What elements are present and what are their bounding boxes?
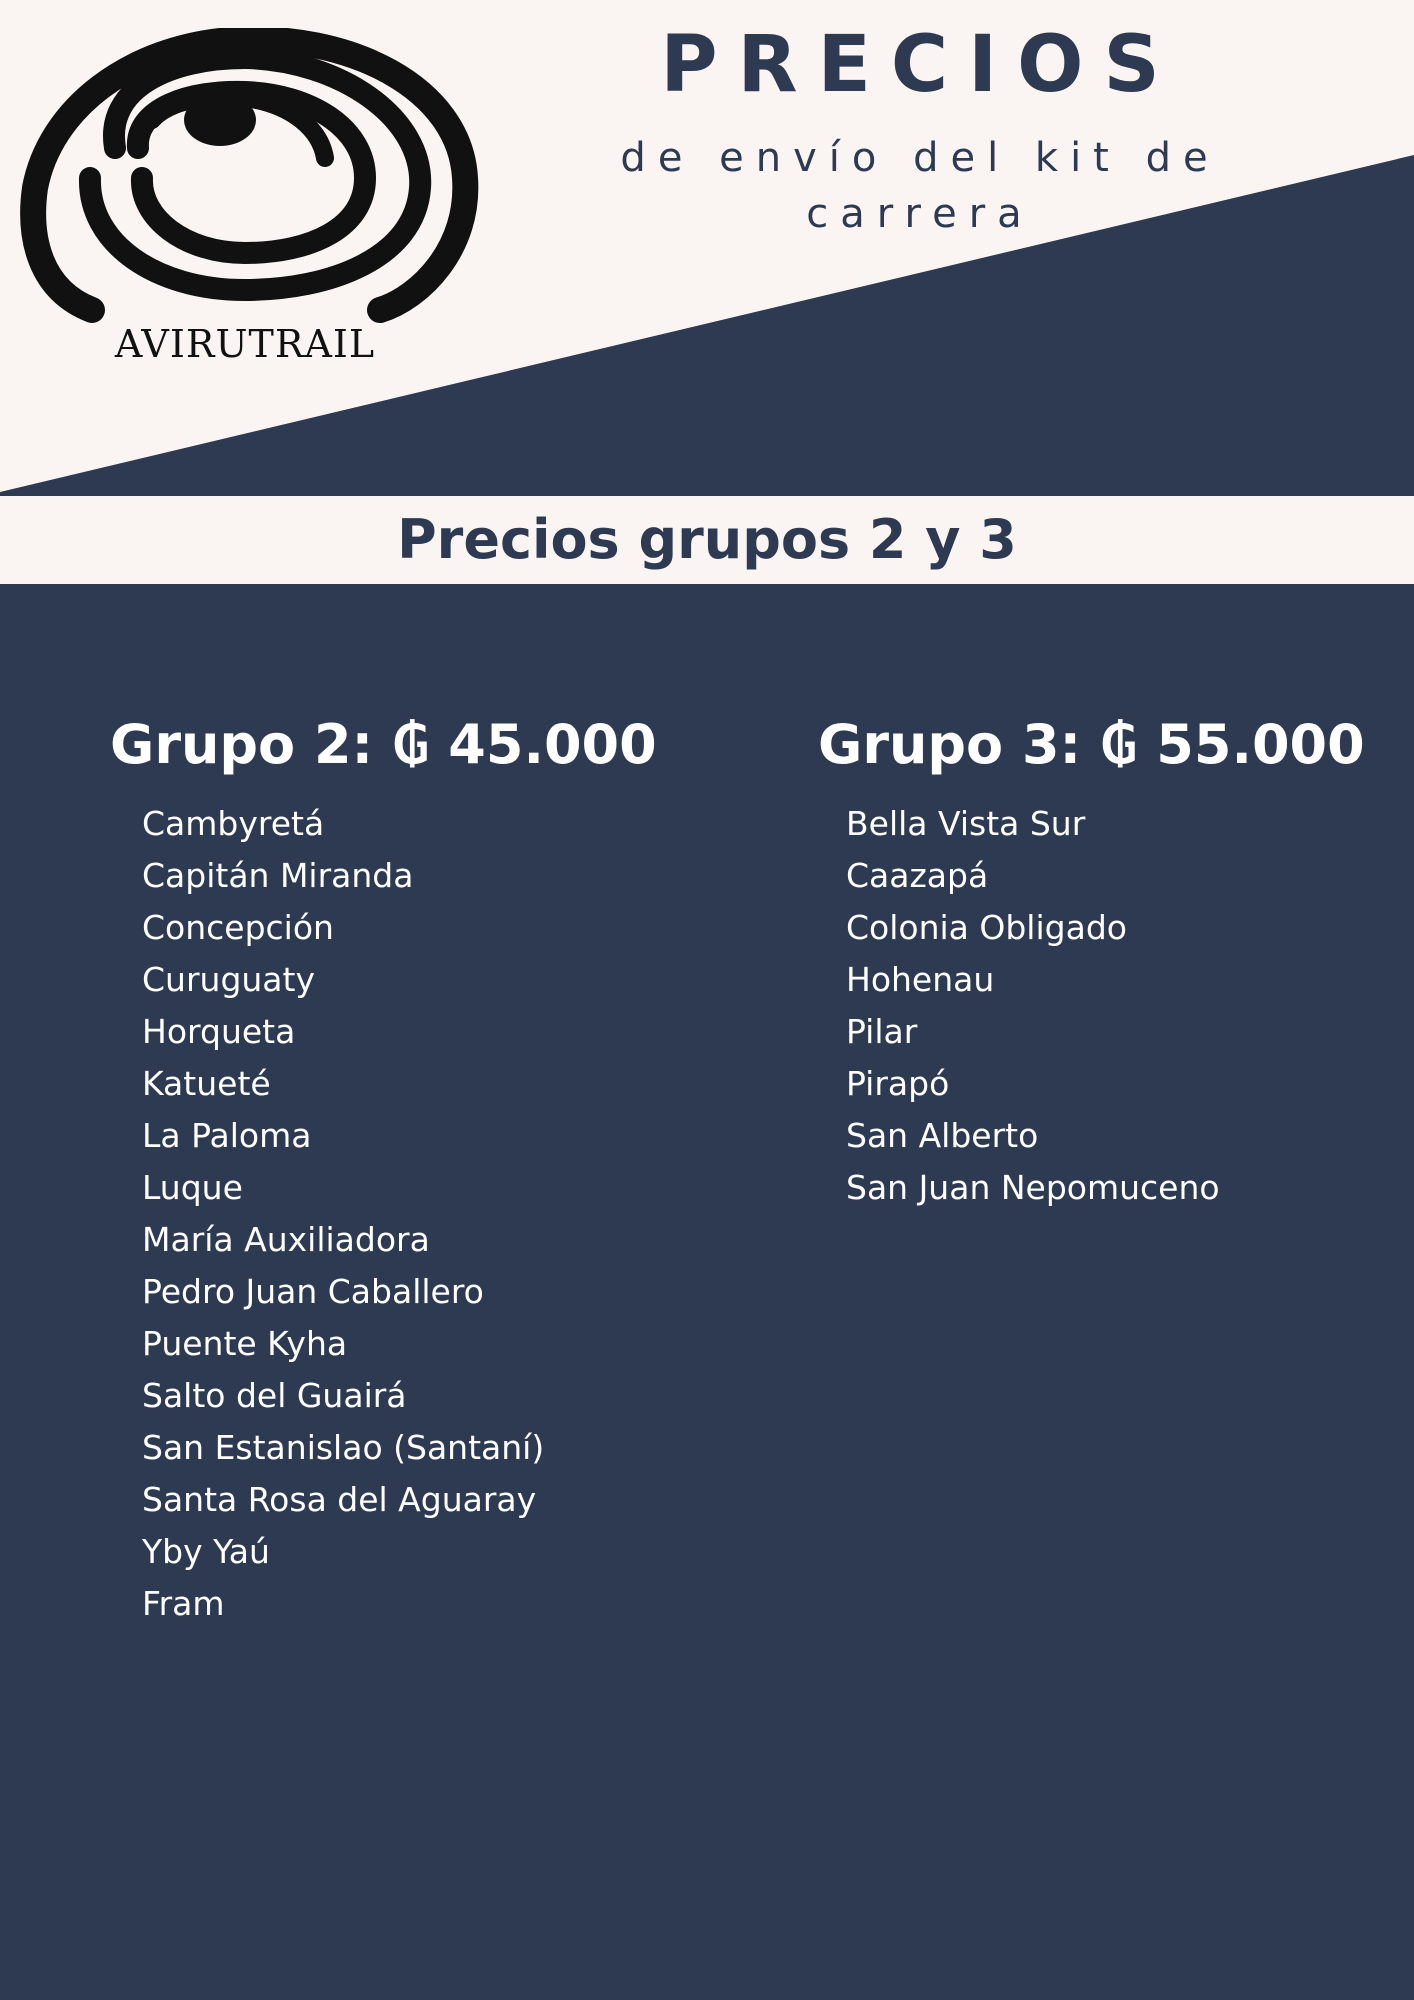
- list-item: Colonia Obligado: [846, 908, 1127, 947]
- list-item: Pirapó: [846, 1064, 950, 1103]
- page-subtitle: de envío del kit de carrera: [620, 135, 1220, 237]
- list-item: Yby Yaú: [142, 1532, 270, 1571]
- group-3-label: Grupo 3:: [818, 713, 1082, 776]
- group-3-column: [818, 700, 1378, 1214]
- list-item: Hohenau: [846, 960, 995, 999]
- list-item: Cambyretá: [142, 804, 325, 843]
- section-title: Precios grupos 2 y 3: [397, 508, 1017, 571]
- list-item: Pilar: [846, 1012, 918, 1051]
- page-title: PRECIOS: [660, 20, 1180, 110]
- list-item: Santa Rosa del Aguaray: [142, 1480, 537, 1519]
- section-banner: [0, 496, 1414, 584]
- list-item: San Alberto: [846, 1116, 1039, 1155]
- list-item: Luque: [142, 1168, 243, 1207]
- list-item: Caazapá: [846, 856, 989, 895]
- list-item: Capitán Miranda: [142, 856, 414, 895]
- list-item: Horqueta: [142, 1012, 296, 1051]
- list-item: Puente Kyha: [142, 1324, 348, 1363]
- group-2-location-list: [142, 798, 670, 1630]
- list-item: Katueté: [142, 1064, 271, 1103]
- list-item: San Juan Nepomuceno: [846, 1168, 1220, 1207]
- group-3-price: ₲ 55.000: [1099, 713, 1365, 776]
- list-item: Fram: [142, 1584, 225, 1623]
- group-2-heading: [110, 700, 670, 790]
- header: [0, 0, 1414, 496]
- list-item: Bella Vista Sur: [846, 804, 1086, 843]
- group-3-heading: [818, 700, 1378, 790]
- list-item: Pedro Juan Caballero: [142, 1272, 484, 1311]
- list-item: San Estanislao (Santaní): [142, 1428, 545, 1467]
- spiral-logo-icon: [20, 28, 480, 338]
- group-2-column: [110, 700, 670, 1630]
- list-item: Salto del Guairá: [142, 1376, 407, 1415]
- group-2-price: ₲ 45.000: [391, 713, 657, 776]
- group-3-location-list: [846, 798, 1378, 1214]
- list-item: María Auxiliadora: [142, 1220, 430, 1259]
- list-item: Curuguaty: [142, 960, 315, 999]
- logo-text: AVIRUTRAIL: [114, 322, 376, 366]
- list-item: La Paloma: [142, 1116, 312, 1155]
- list-item: Concepción: [142, 908, 334, 947]
- group-2-label: Grupo 2:: [110, 713, 374, 776]
